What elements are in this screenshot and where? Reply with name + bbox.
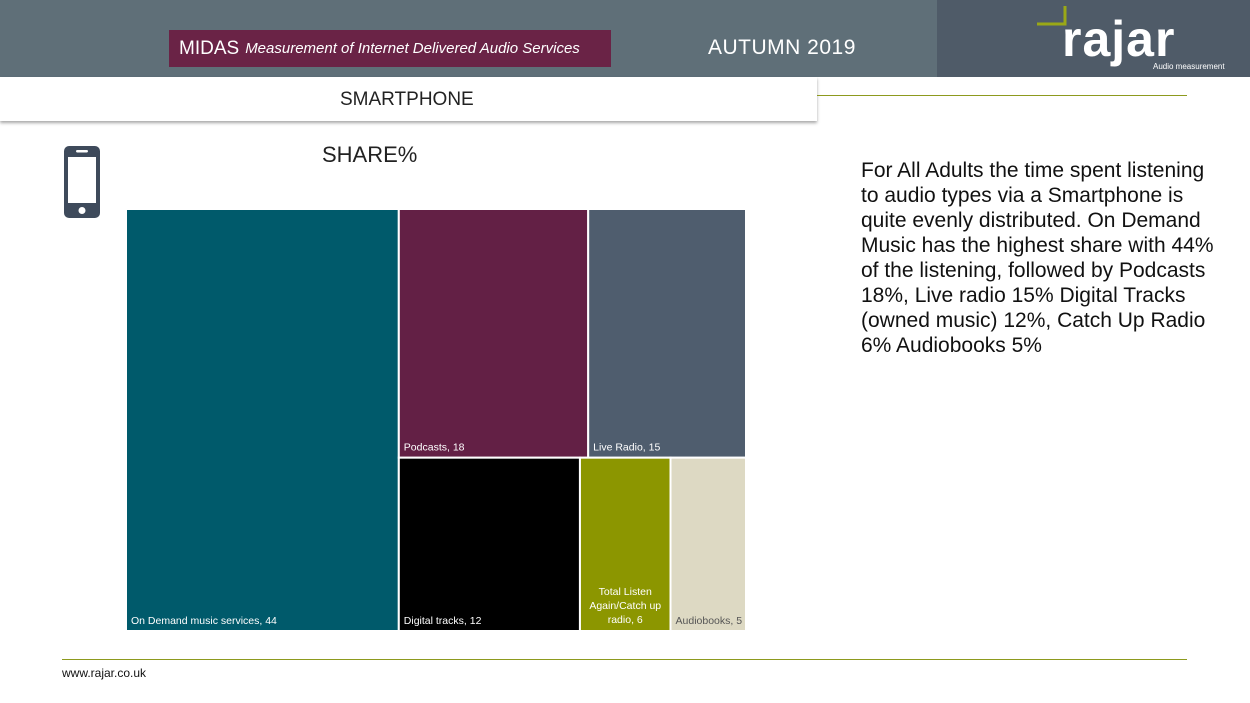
season-label: AUTUMN 2019 [708,36,856,59]
treemap-label-live-radio: Live Radio, 15 [593,441,661,454]
page-subtitle: SMARTPHONE [340,89,474,110]
treemap-label-digital-tracks: Digital tracks, 12 [403,615,482,627]
rajar-logo: rajar [1062,11,1176,67]
treemap-label-podcasts: Podcasts, 18 [403,441,465,454]
treemap-tile-live-radio [588,209,746,458]
chart-title: SHARE% [322,142,418,167]
treemap-tile-digital-tracks [399,458,580,631]
midas-label: MIDAS [179,37,240,59]
description-text: For All Adults the time spent listening to audio types via a Smartphone is quite evenly distributed. On Demand Music has the highest share with 44% of the listening, followed by Podcasts 18%, Live radio 15% Digital Tracks (owned music) 12%, Catch Up Radio 6% Audiobooks 5% [861,159,1214,357]
footer-url: www.rajar.co.uk [62,666,147,680]
midas-full-name: Measurement of Internet Delivered Audio Services [245,40,580,57]
treemap-label-audiobooks: Audiobooks, 5 [675,615,743,627]
treemap-tile-audiobooks [671,458,746,631]
treemap-tile-on-demand-music-services [126,209,399,631]
logo-subtitle: Audio measurement [1153,62,1225,71]
treemap-label-total-listen-again-catch-up-radio: Total Listen Again/Catch up radio, 6 [589,586,662,626]
treemap-label-on-demand-music-services: On Demand music services, 44 [131,615,277,627]
treemap-tile-podcasts [399,209,588,458]
